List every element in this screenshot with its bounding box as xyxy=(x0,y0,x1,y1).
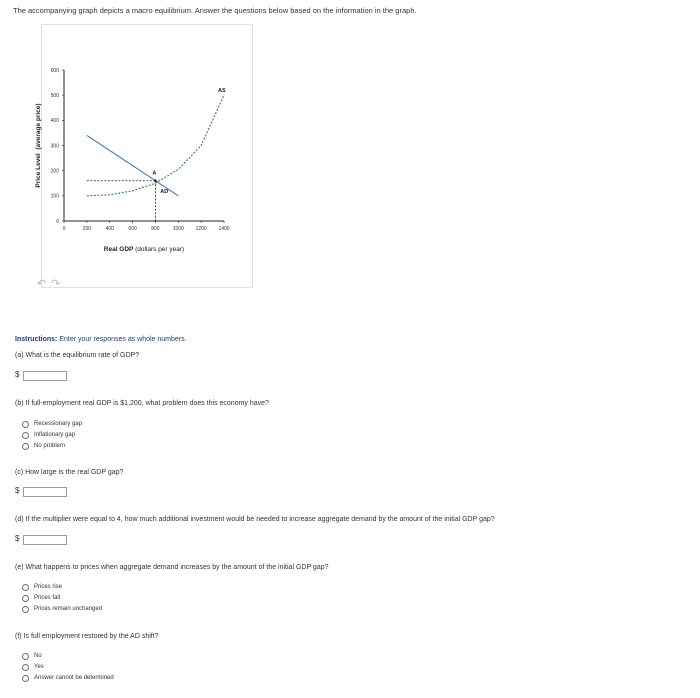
x-tick-label: 1400 xyxy=(218,226,230,232)
x-axis-label: Real GDP (dollars per year) xyxy=(103,246,185,253)
radio-button[interactable] xyxy=(22,606,29,613)
undo-icon[interactable]: ↶ xyxy=(37,278,47,290)
option-recessionary-gap[interactable] xyxy=(22,419,82,429)
option-label: Prices remain unchanged xyxy=(34,606,103,612)
equilibrium-label: A xyxy=(152,170,157,177)
option-label: No xyxy=(34,653,42,659)
question-f: (f) Is full employment restored by the AD shift? xyxy=(15,633,159,640)
x-tick-label: 400 xyxy=(105,226,114,232)
question-b: (b) If full-employment real GDP is $1,200, what problem does this economy have? xyxy=(15,400,269,407)
option-label: Answer cannot be determined xyxy=(34,675,114,681)
option-inflationary-gap[interactable] xyxy=(22,430,75,440)
option-label: Recessionary gap xyxy=(34,421,83,427)
ad-curve-label: AD xyxy=(160,188,169,195)
as-curve-label: AS xyxy=(218,88,226,95)
y-tick-label: 200 xyxy=(50,168,59,175)
radio-button[interactable] xyxy=(22,653,29,660)
question-a: (a) What is the equilibrium rate of GDP? xyxy=(15,352,140,359)
y-tick-label: 0 xyxy=(56,218,59,225)
option-label: Inflationary gap xyxy=(34,432,76,438)
y-axis-label: Price Level (average price) xyxy=(35,103,42,188)
y-tick-label: 400 xyxy=(50,118,59,125)
radio-button[interactable] xyxy=(22,421,29,428)
radio-button[interactable] xyxy=(22,443,29,450)
question-c-dollar: $ xyxy=(15,486,20,495)
option-prices-rise[interactable] xyxy=(22,582,62,592)
intro-text: The accompanying graph depicts a macro equilibrium. Answer the questions below based on the information in the graph. xyxy=(13,6,417,15)
question-d-input[interactable] xyxy=(23,535,67,545)
question-c: (c) How large is the real GDP gap? xyxy=(15,469,124,476)
y-tick-label: 300 xyxy=(50,143,59,150)
option-answer-cannot-be-determined[interactable] xyxy=(22,673,114,683)
question-a-input[interactable] xyxy=(23,371,67,381)
x-tick-label: 800 xyxy=(151,226,160,232)
x-tick-label: 200 xyxy=(82,226,92,232)
x-tick-label: 0 xyxy=(62,226,66,232)
option-label: Yes xyxy=(34,664,44,670)
question-c-input[interactable] xyxy=(23,487,67,497)
x-tick-label: 1200 xyxy=(195,226,207,232)
redo-icon[interactable]: ↷ xyxy=(51,278,61,290)
x-tick-label: 600 xyxy=(128,226,137,232)
y-tick-label: 100 xyxy=(50,193,59,200)
option-prices-fall[interactable] xyxy=(22,593,60,603)
question-d-dollar: $ xyxy=(15,534,20,543)
y-tick-label: 500 xyxy=(50,92,59,99)
radio-button[interactable] xyxy=(22,432,29,439)
option-no-problem[interactable] xyxy=(22,441,65,451)
option-label: No problem xyxy=(34,443,66,449)
radio-button[interactable] xyxy=(22,595,29,602)
question-e: (e) What happens to prices when aggregate demand increases by the amount of the initial GDP gap? xyxy=(15,564,329,571)
instructions-text: Enter your responses as whole numbers. xyxy=(57,336,187,343)
instructions xyxy=(15,336,187,343)
graph-frame xyxy=(35,24,253,288)
option-label: Prices fall xyxy=(34,595,61,601)
x-tick-label: 1000 xyxy=(172,226,184,232)
option-prices-remain-unchanged[interactable] xyxy=(22,604,102,614)
radio-button[interactable] xyxy=(22,584,29,591)
macro-equilibrium-chart xyxy=(35,25,252,287)
option-label: Prices rise xyxy=(34,584,63,590)
option-yes[interactable] xyxy=(22,662,44,672)
instructions-lead: Instructions: xyxy=(15,336,58,343)
ad-curve xyxy=(87,135,178,195)
question-a-dollar: $ xyxy=(15,370,20,379)
equilibrium-point xyxy=(154,179,157,182)
y-tick-label: 600 xyxy=(50,67,59,74)
question-d: (d) If the multiplier were equal to 4, how much additional investment would be needed to increase aggregate demand by the amount of the initial GDP gap? xyxy=(15,516,495,523)
radio-button[interactable] xyxy=(22,664,29,671)
radio-button[interactable] xyxy=(22,675,29,682)
option-no[interactable] xyxy=(22,651,42,661)
